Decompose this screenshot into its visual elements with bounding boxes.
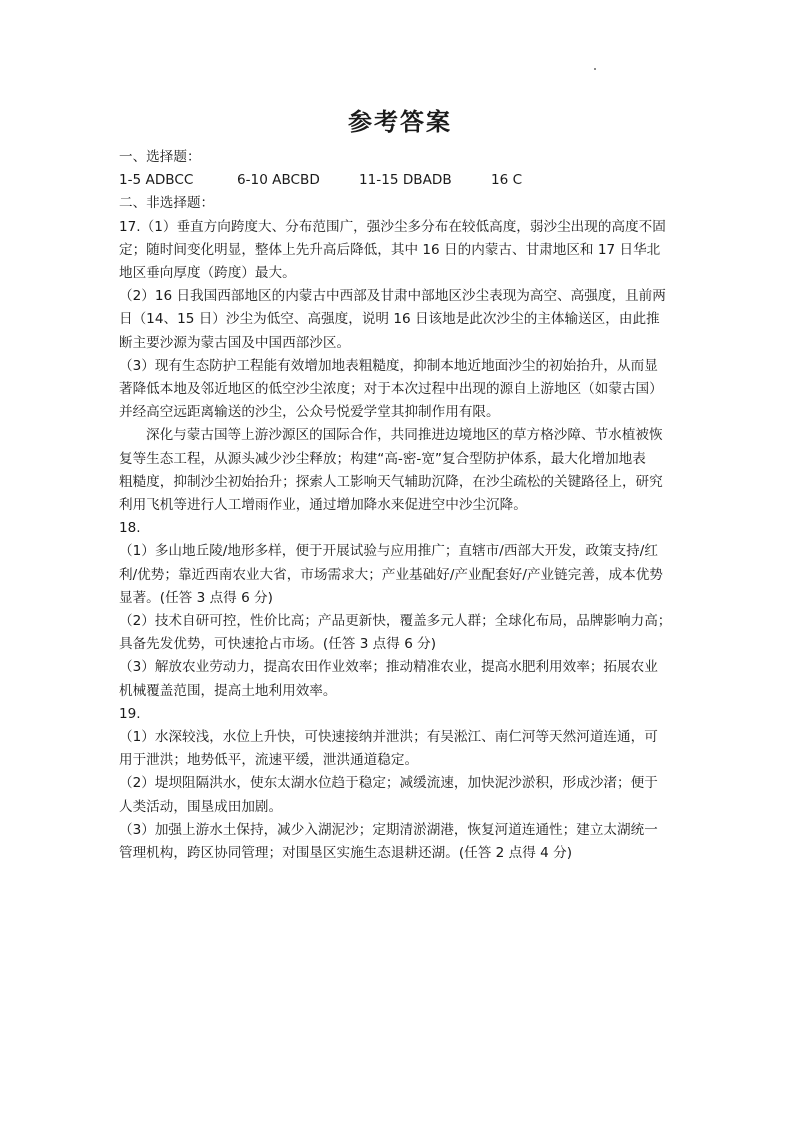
q19-line: 用于泄洪；地势低平，流速平缓，泄洪通道稳定。: [119, 752, 419, 769]
q18-heading: 18.: [119, 520, 141, 537]
section-heading-nonchoice: 二、非选择题：: [119, 195, 215, 212]
choice-answers-row: [119, 169, 681, 192]
q19-heading: 19.: [119, 705, 141, 722]
q17-line: 利用飞机等进行人工增雨作业，通过增加降水来促进空中沙尘沉降。: [119, 497, 527, 514]
q17-line: 日（14、15 日）沙尘为低空、高强度，说明 16 日该地是此次沙尘的主体输送区，由此推: [119, 311, 660, 328]
scan-speck: [594, 68, 596, 70]
q17-line: 并经高空远距离输送的沙尘，公众号悦爱学堂其抑制作用有限。: [119, 404, 500, 421]
q17-line: （2）16 日我国西部地区的内蒙古中西部及甘肃中部地区沙尘表现为高空、高强度，且前两: [119, 288, 666, 305]
q17-line: 粗糙度，抑制沙尘初始抬升；探索人工影响天气辅助沉降，在沙尘疏松的关键路径上，研究: [119, 473, 663, 490]
section-heading-choice: 一、选择题：: [119, 149, 201, 165]
q17-line: （3）现有生态防护工程能有效增加地表粗糙度，抑制本地近地面沙尘的初始抬升，从而显: [119, 357, 658, 374]
q19-line: （3）加强上游水土保持，减少入湖泥沙；定期清淤湖港，恢复河道连通性；建立太湖统一: [119, 821, 658, 838]
q18-line: 具备先发优势，可快速抢占市场。(任答 3 点得 6 分): [119, 636, 437, 653]
choice-answer-group: 6-10 ABCBD: [237, 172, 320, 189]
q17-line: 17.（1）垂直方向跨度大、分布范围广，强沙尘多分布在较低高度，弱沙尘出现的高度不固: [119, 218, 666, 235]
q19-line: 管理机构，跨区协同管理；对围垦区实施生态退耕还湖。(任答 2 点得 4 分): [119, 845, 572, 862]
q17-line: 深化与蒙古国等上游沙源区的国际合作，共同推进边境地区的草方格沙障、节水植被恢: [146, 427, 663, 444]
q18-line: 显著。(任答 3 点得 6 分): [119, 589, 273, 606]
q18-line: 机械覆盖范围，提高土地利用效率。: [119, 682, 337, 699]
q17-line: 断主要沙源为蒙古国及中国西部沙区。: [119, 334, 351, 351]
q17-line: 地区垂向厚度（跨度）最大。: [119, 265, 296, 282]
page-title: 参考答案: [348, 108, 452, 136]
choice-answer-group: 1-5 ADBCC: [119, 172, 194, 189]
q18-line: （3）解放农业劳动力，提高农田作业效率；推动精准农业，提高水肥利用效率；拓展农业: [119, 659, 658, 676]
q19-line: （1）水深较浅，水位上升快，可快速接纳并泄洪；有吴淞江、南仁河等天然河道连通，可: [119, 729, 658, 746]
q17-line: 著降低本地及邻近地区的低空沙尘浓度；对于本次过程中出现的源自上游地区（如蒙古国）: [119, 381, 663, 398]
q18-line: 利/优势；靠近西南农业大省，市场需求大；产业基础好/产业配套好/产业链完善，成本优势: [119, 566, 663, 583]
choice-answer-group: 11-15 DBADB: [359, 172, 452, 189]
answer-content: [119, 146, 681, 865]
q17-line: 复等生态工程，从源头减少沙尘释放；构建“高-密-宽”复合型防护体系，最大化增加地表: [119, 450, 646, 467]
q19-line: 人类活动，围垦成田加剧。: [119, 798, 283, 815]
q18-line: （1）多山地丘陵/地形多样，便于开展试验与应用推广；直辖市/西部大开发，政策支持/红: [119, 543, 658, 560]
q19-line: （2）堤坝阻隔洪水，使东太湖水位趋于稳定；减缓流速，加快泥沙淤积，形成沙渚；便于: [119, 775, 658, 792]
q18-line: （2）技术自研可控，性价比高；产品更新快，覆盖多元人群；全球化布局，品牌影响力高；: [119, 613, 672, 630]
choice-answer-group: 16 C: [491, 172, 523, 189]
q17-line: 定；随时间变化明显，整体上先升高后降低，其中 16 日的内蒙古、甘肃地区和 17 日华北: [119, 241, 661, 258]
